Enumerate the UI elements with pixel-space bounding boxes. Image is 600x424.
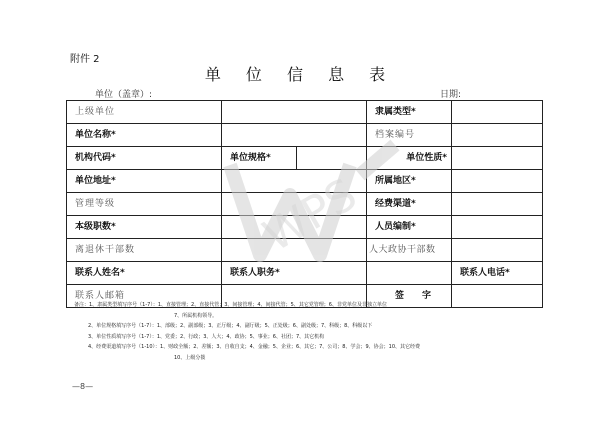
value-funding-channel[interactable] [452,193,543,216]
value-management-level[interactable] [222,193,367,216]
value-region[interactable] [452,170,543,193]
label-unit-nature: 单位性质* [367,147,452,170]
value-unit-nature[interactable] [452,147,543,170]
note-unit-nature: 3、单位性质填写序号（1-7）：1、党委；2、行政；3、人大；4、政协；5、事业；6、社团；7、其它机构 [88,333,325,340]
label-region: 所属地区* [367,170,452,193]
label-unit-grade: 单位规格* [222,147,297,170]
unit-stamp-label: 单位（盖章）: [95,90,153,100]
date-label: 日期: [440,90,462,100]
table-row [67,239,543,262]
label-contact-email: 联系人邮箱 [67,285,222,308]
note-funding-channel: 4、经费渠道填写序号（1-10）：1、财政全额；2、差额；3、自收自支；4、金融；5、企业；6、其它；7、公司；8、学会；9、协会；10、其它经费 [88,344,421,350]
label-management-level: 管理等级 [67,193,222,216]
note-funding-channel-cont: 10、上级分拨 [174,354,206,361]
label-contact-name: 联系人姓名* [67,262,222,285]
value-signature[interactable] [452,285,543,308]
label-signature: 签 字 [367,285,452,308]
info-table [66,100,543,308]
page-title: 单 位 信 息 表 [204,65,396,84]
label-positions: 本级职数* [67,216,222,239]
label-staffing: 人员编制* [367,216,452,239]
notes-block [74,300,420,363]
note-unit-grade: 2、单位规格填写序号（1-7）：1、部级；2、副部级；3、正厅级；4、副厅级；5、正处级；6、副处级；7、科级；8、科级以下 [88,323,373,329]
value-npc-cppcc-cadres[interactable] [452,239,543,262]
table-row [67,193,543,216]
value-superior-unit[interactable] [222,101,367,124]
value-retired-cadres[interactable] [222,239,367,262]
label-file-number: 档案编号 [367,124,452,147]
label-npc-cppcc-cadres: 人大政协干部数 [367,239,452,262]
label-affiliation-type: 隶属类型* [367,101,452,124]
value-affiliation-type[interactable] [452,101,543,124]
table-row [67,262,543,285]
label-retired-cadres: 离退休干部数 [67,239,222,262]
table-row [67,124,543,147]
value-contact-title[interactable] [367,262,452,285]
label-contact-title: 联系人职务* [222,262,367,285]
note-affiliation-type: 备注：1、隶属类型填写序号（1-7）：1、直接管理；2、直接代管；3、间接管理；4、间接代管；5、其它党管理；6、非党单位及非独立单位 [74,302,387,308]
value-unit-grade[interactable] [297,147,367,170]
label-superior-unit: 上级单位 [67,101,222,124]
table-row [67,170,543,193]
value-file-number[interactable] [452,124,543,147]
table-row [67,147,543,170]
attachment-label: 附件 2 [70,54,100,65]
watermark-text: WPS [255,168,366,263]
note-affiliation-type-cont: 7、所属机构领导。 [174,312,218,319]
value-positions[interactable] [222,216,367,239]
value-unit-name[interactable] [222,124,367,147]
label-org-code: 机构代码* [67,147,222,170]
label-unit-name: 单位名称* [67,124,222,147]
table-row [67,216,543,239]
table-row [67,101,543,124]
label-unit-address: 单位地址* [67,170,222,193]
value-unit-address[interactable] [222,170,367,193]
label-funding-channel: 经费渠道* [367,193,452,216]
label-contact-phone: 联系人电话* [452,262,543,285]
value-staffing[interactable] [452,216,543,239]
page-number: —8— [72,382,94,391]
